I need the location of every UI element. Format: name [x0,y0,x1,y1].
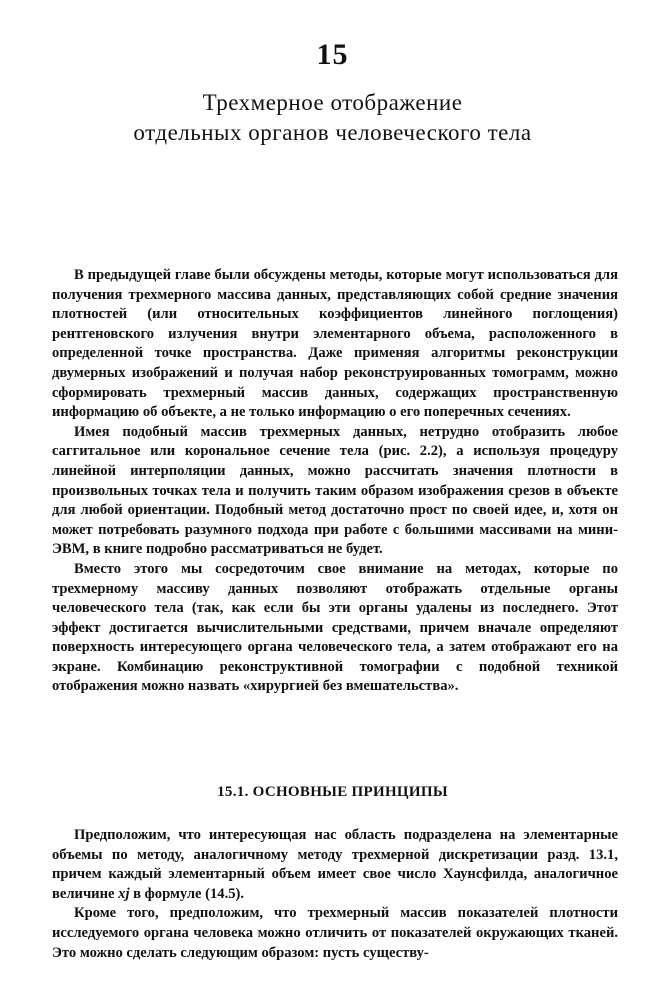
paragraph: Имея подобный массив трехмерных данных, нетрудно отобразить любое саггитальное или корональное сечение тела (рис. 2.2), а используя процедуру линейной интерполяции данных, можно рассчитать значения плотности в произвольных точках тела и получить таким образом изображения срезов в объекте для любой ориентации. Подобный метод достаточно прост по своей идее, и, хотя он может потребовать разумного подхода при работе с большими массивами на мини-ЭВМ, в книге подробно рассматриваться не будет. [52,423,618,558]
chapter-title-line-2: отдельных органов человеческого тела [133,120,532,145]
section-heading: 15.1. ОСНОВНЫЕ ПРИНЦИПЫ [217,784,448,800]
paragraph-text: в формуле (14.5). [129,885,245,902]
chapter-number: 15 [316,38,349,71]
section-text [52,826,618,963]
formula-variable: xj [118,885,130,902]
paragraph: Кроме того, предположим, что трехмерный массив показателей плотности исследуемого органа человека можно отличить от показателей окружающих тканей. Это можно сделать следующим образом: пусть существу- [52,905,618,961]
paragraph [52,826,618,904]
chapter-title [0,88,665,148]
paragraph: Вместо этого мы сосредоточим свое внимание на методах, которые по трехмерному массиву данных позволяют отображать отдельные органы человеческого тела (так, как если бы эти органы удалены из последнего. Этот эффект достигается вычислительными средствами, причем вначале определяют поверхность интересующего органа человеческого тела, а затем отображают его на экране. Комбинацию реконструктивной томографии с подобной техникой отображения можно назвать «хирургией без вмешательства». [52,560,618,695]
paragraph-text: Предположим, что интересующая нас область подразделена на элементарные объемы по методу, аналогичному методу трехмерной дискретизации разд. 13.1, причем каждый элементарный объем имеет свое число Хаунсфилда, аналогичное величине [52,827,618,902]
paragraph: В предыдущей главе были обсуждены методы, которые могут использоваться для получения трехмерного массива данных, представляющих собой средние значения плотностей (или относительных коэффициентов линейного поглощения) рентгеновского излучения внутри элементарного объема, расположенного в определенной точке пространства. Даже применяя алгоритмы реконструкции двумерных изображений и получая набор реконструированных томограмм, можно сформировать трехмерный массив данных, содержащих пространственную информацию об объекте, а не только информацию о его поперечных сечениях. [52,267,618,421]
chapter-title-line-1: Трехмерное отображение [202,90,463,115]
intro-text [52,266,618,697]
